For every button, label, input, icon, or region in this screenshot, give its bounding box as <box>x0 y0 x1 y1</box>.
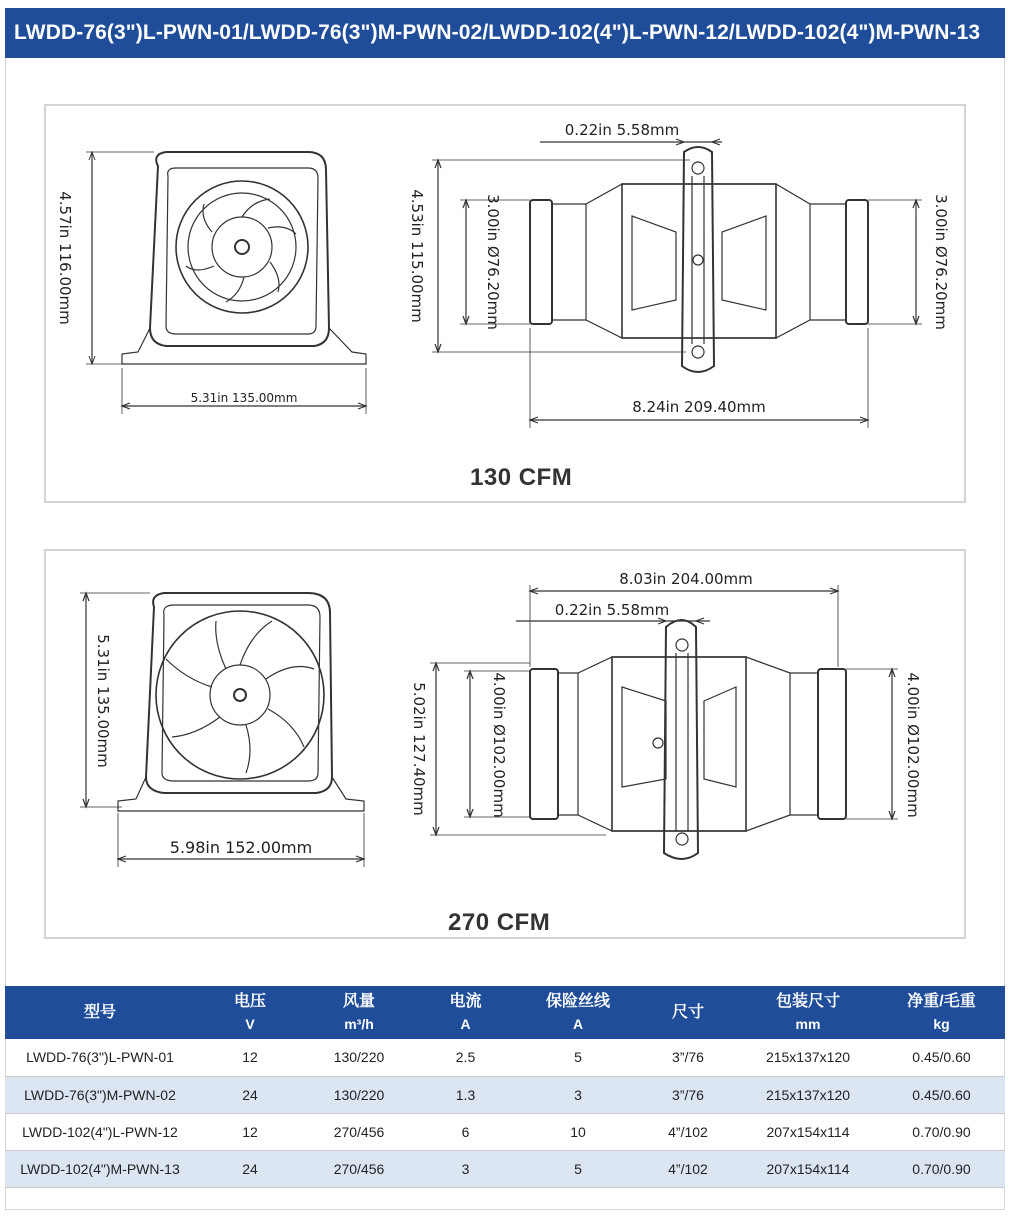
col-package: 包装尺寸 mm <box>738 986 878 1039</box>
front-width-label: 5.98in 152.00mm <box>169 838 313 857</box>
table-row: LWDD-76(3")L-PWN-01 12 130/220 2.5 5 3”/76 215x137x120 0.45/0.60 <box>5 1039 1005 1076</box>
col-model: 型号 <box>5 986 195 1039</box>
page-title: LWDD-76(3")L-PWN-01/LWDD-76(3")M-PWN-02/LWDD-102(4")L-PWN-12/LWDD-102(4")M-PWN-13 <box>5 8 1005 58</box>
table-row: LWDD-76(3")M-PWN-02 24 130/220 1.3 3 3”/76 215x137x120 0.45/0.60 <box>5 1076 1005 1113</box>
col-fuse: 保险丝线 A <box>518 986 638 1039</box>
front-height-label: 5.31in 135.00mm <box>94 634 112 768</box>
col-size: 尺寸 <box>638 986 738 1039</box>
col-voltage: 电压 V <box>195 986 305 1039</box>
drawing-panel-130cfm <box>44 104 966 503</box>
col-airflow: 风量 m³/h <box>305 986 413 1039</box>
col-current: 电流 A <box>413 986 518 1039</box>
length-label: 8.03in 204.00mm <box>619 570 753 588</box>
side-height-label: 4.53in 115.00mm <box>408 189 426 323</box>
inlet-right-label: 4.00in Ø102.00mm <box>904 672 922 818</box>
cfm-label: 130 CFM <box>470 464 573 491</box>
drawing-panel-270cfm <box>44 549 966 939</box>
spec-table <box>5 986 1005 1188</box>
table-row: LWDD-102(4")L-PWN-12 12 270/456 6 10 4”/102 207x154x114 0.70/0.90 <box>5 1113 1005 1150</box>
cfm-label: 270 CFM <box>448 909 551 936</box>
inlet-left-label: 3.00in Ø76.20mm <box>484 194 502 330</box>
front-height-label: 4.57in 116.00mm <box>56 191 74 325</box>
col-weight: 净重/毛重 kg <box>878 986 1005 1039</box>
length-label: 8.24in 209.40mm <box>632 398 766 416</box>
inlet-left-label: 4.00in Ø102.00mm <box>490 672 508 818</box>
flange-label: 0.22in 5.58mm <box>554 601 670 619</box>
table-row: LWDD-102(4")M-PWN-13 24 270/456 3 5 4”/102 207x154x114 0.70/0.90 <box>5 1150 1005 1187</box>
dimension-drawing-270cfm <box>46 551 968 941</box>
inlet-right-label: 3.00in Ø76.20mm <box>932 194 950 330</box>
flange-label: 0.22in 5.58mm <box>564 121 680 139</box>
dimension-drawing-130cfm <box>46 106 968 505</box>
table-header-row <box>5 986 1005 1039</box>
side-height-label: 5.02in 127.40mm <box>410 682 428 816</box>
front-width-label: 5.31in 135.00mm <box>190 391 298 405</box>
